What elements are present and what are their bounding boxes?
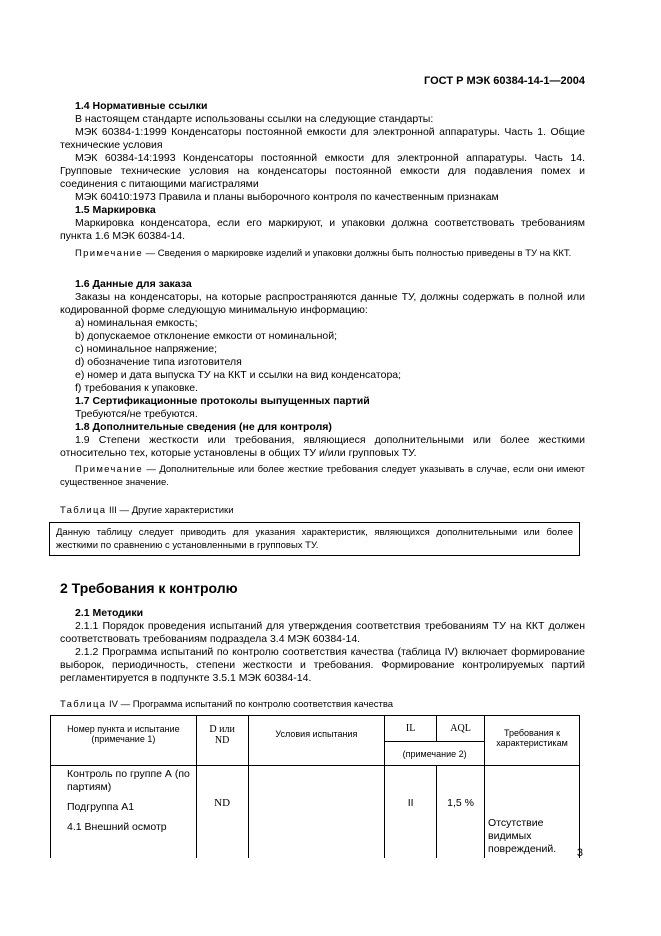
ref-iec-60384-14: МЭК 60384-14:1993 Конденсаторы постоянной емкости для электронной аппаратуры. Часть 14. Групповые технические условия на конденсаторы постоянной емкости для подавления помех и соединения с питающими магистралями <box>60 152 585 190</box>
requirement-cell: Отсутствие видимых повреждений. <box>485 766 580 859</box>
header-requirements: Требования к характеристикам <box>485 716 580 766</box>
visual-inspection-label: 4.1 Внешний осмотр <box>67 821 167 833</box>
section-1-7-title: 1.7 Сертификационные протоколы выпущенных партий <box>75 395 370 407</box>
section-1-4-intro: В настоящем стандарте использованы ссылки на следующие стандарты: <box>75 113 434 125</box>
section-1-5-title: 1.5 Маркировка <box>75 204 156 216</box>
table-4 <box>50 715 580 858</box>
document-header: ГОСТ Р МЭК 60384-14-1—2004 <box>424 75 585 87</box>
ref-iec-60410: МЭК 60410:1973 Правила и планы выборочного контроля по качественным признакам <box>75 191 499 203</box>
list-item: a) номинальная емкость; <box>75 317 198 329</box>
page-number: 3 <box>576 847 583 859</box>
nd-cell: ND <box>196 766 248 859</box>
list-item: f) требования к упаковке. <box>75 382 199 394</box>
section-1-5-note <box>60 248 585 261</box>
il-cell: II <box>385 766 437 859</box>
list-item: e) номер и дата выпуска ТУ на ККТ и ссылки на вид конденсатора; <box>75 369 402 381</box>
header-clause-test: Номер пункта и испытание (примечание 1) <box>51 716 197 766</box>
list-item: c) номинальное напряжение; <box>75 343 218 355</box>
table-3-box <box>49 522 580 556</box>
aql-cell: 1,5 % <box>437 766 485 859</box>
table-4-caption <box>60 699 393 712</box>
note-text: — Дополнительные или более жесткие требования следует указывать в случае, если они имеют существенное значение. <box>60 464 585 488</box>
caption-text: IV — Программа испытаний по контролю соответствия качества <box>106 699 394 710</box>
subgroup-label: Подгруппа А1 <box>67 801 135 813</box>
section-1-7-text: Требуются/не требуются. <box>75 408 198 420</box>
ref-iec-60384-1: МЭК 60384-1:1999 Конденсаторы постоянной емкости для электронной аппаратуры. Часть 1. Общие технические условия <box>60 126 585 151</box>
paragraph-2-1-2: 2.1.2 Программа испытаний по контролю соответствия качества (таблица IV) включает формирование выборок, периодичность, степени жесткости и требования. Формирование контролируемых партий регламентируется в подпункте 3.5.1 МЭК 60384-14. <box>60 646 585 684</box>
header-note-2: (примечание 2) <box>385 742 485 766</box>
conditions-cell <box>248 766 385 859</box>
section-1-4-title: 1.4 Нормативные ссылки <box>75 100 208 112</box>
section-2-1-title: 2.1 Методики <box>75 607 144 619</box>
note-label: Примечание <box>75 248 143 259</box>
header-conditions: Условия испытания <box>248 716 385 766</box>
section-1-9-text: 1.9 Степени жесткости или требования, являющиеся дополнительными или более жесткими относительно тех, которые установлены в общих ТУ и/или групповых ТУ. <box>60 434 585 459</box>
header-d-nd: D или ND <box>196 716 248 766</box>
note-label: Примечание <box>75 464 143 475</box>
section-1-5-text: Маркировка конденсатора, если его маркируют, и упаковки должна соответствовать требованиям пункта 1.6 МЭК 60384-14. <box>60 217 585 242</box>
note-text: — Сведения о маркировке изделий и упаковки должны быть полностью приведены в ТУ на ККТ. <box>143 248 572 259</box>
group-a-label: Контроль по группе А (по партиям) <box>67 768 190 793</box>
list-item: d) обозначение типа изготовителя <box>75 356 242 368</box>
section-1-8-title: 1.8 Дополнительные сведения (не для контроля) <box>75 421 332 433</box>
table-3-caption <box>60 505 234 518</box>
caption-label: Таблица <box>60 505 107 516</box>
section-1-6-text: Заказы на конденсаторы, на которые распространяются данные ТУ, должны содержать в полной или кодированной форме следующую минимальную информацию: <box>60 291 585 316</box>
table-3-text: Данную таблицу следует приводить для указания характеристик, являющихся дополнительными или более жесткими по сравнению с установленными в групповых ТУ. <box>56 527 573 551</box>
list-item: b) допускаемое отклонение емкости от номинальной; <box>75 330 338 342</box>
caption-text: III — Другие характеристики <box>106 505 234 516</box>
header-aql: AQL <box>437 716 485 742</box>
header-il: IL <box>385 716 437 742</box>
section-1-8-note <box>60 464 585 489</box>
section-1-6-title: 1.6 Данные для заказа <box>75 278 192 290</box>
section-2-title: 2 Требования к контролю <box>60 580 238 596</box>
order-data-list <box>75 317 585 395</box>
paragraph-2-1-1: 2.1.1 Порядок проведения испытаний для утверждения соответствия требованиям ТУ на ККТ должен соответствовать требованиям подраздела 3.4 МЭК 60384-14. <box>60 620 585 645</box>
table-row-test <box>51 766 197 859</box>
caption-label: Таблица <box>60 699 107 710</box>
